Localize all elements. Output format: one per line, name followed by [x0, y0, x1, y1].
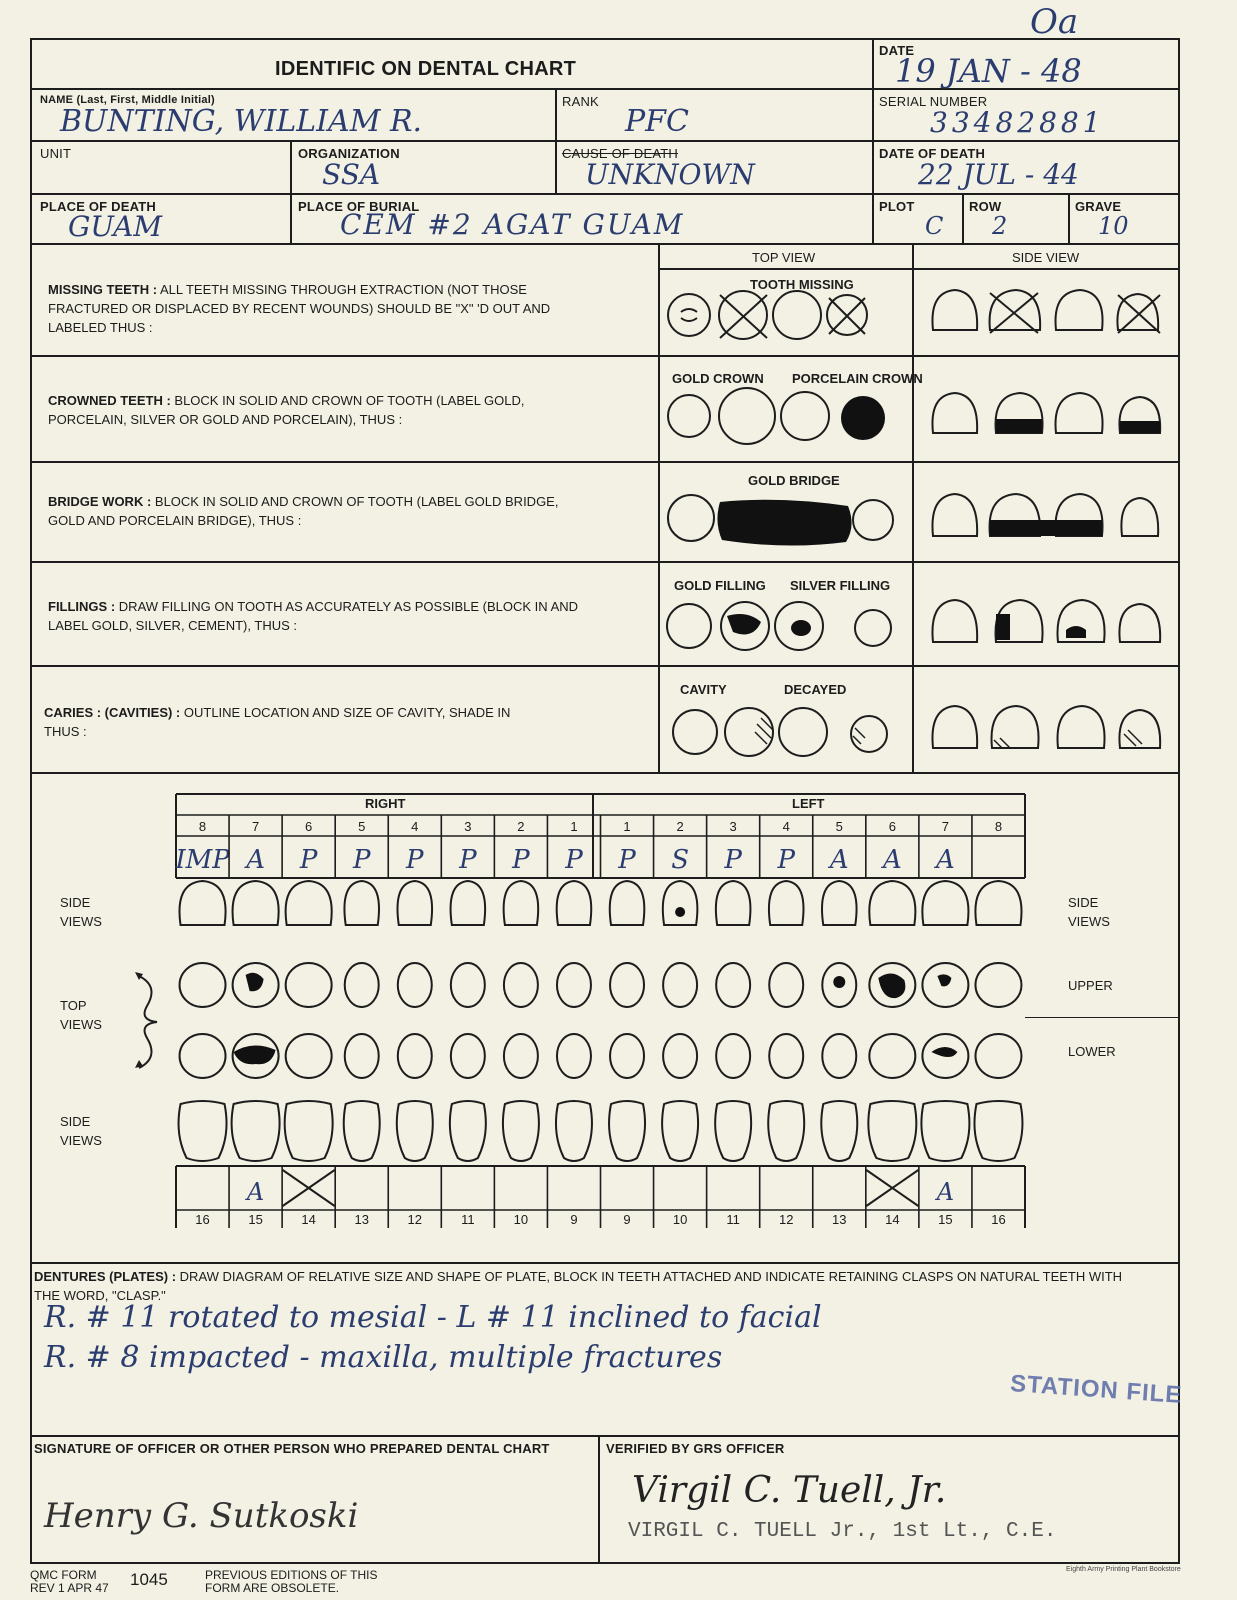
lower-top-tooth — [610, 1034, 644, 1078]
instruction-fillings-text: DRAW FILLING ON TOOTH AS ACCURATELY AS POSSIBLE (BLOCK IN AND LABEL GOLD, SILVER, CEMENT), THUS : — [48, 599, 579, 633]
lower-label: LOWER — [1068, 1044, 1116, 1059]
dentures-note-line-2: R. # 8 impacted - maxilla, multiple fractures — [44, 1340, 723, 1375]
upper-tooth-code: P — [299, 845, 318, 875]
plot-label: PLOT — [879, 199, 915, 214]
upper-top-filling — [246, 973, 264, 992]
form-title: IDENTIFIC ON DENTAL CHART — [275, 58, 577, 80]
upper-side-tooth — [869, 881, 915, 925]
form-obsolete-note-2: FORM ARE OBSOLETE. — [205, 1581, 340, 1595]
lower-side-tooth — [556, 1101, 592, 1161]
station-file-stamp: STATION FILE — [1009, 1370, 1184, 1409]
lower-top-tooth — [398, 1034, 432, 1078]
upper-tooth-code: P — [512, 845, 530, 875]
upper-side-tooth — [344, 881, 379, 925]
lower-tooth-number: 14 — [301, 1212, 316, 1227]
lower-side-tooth — [344, 1101, 380, 1161]
caption-tooth-missing: TOOTH MISSING — [750, 277, 854, 292]
lower-side-tooth — [662, 1101, 698, 1161]
cause-label: CAUSE OF DEATH — [562, 146, 678, 161]
upper-tooth-code: IMP — [175, 845, 230, 875]
lower-side-tooth — [450, 1101, 486, 1161]
date-of-death-label: DATE OF DEATH — [879, 146, 986, 161]
upper-tooth-code: A — [936, 845, 955, 875]
upper-tooth-number: 3 — [464, 819, 472, 834]
lower-side-tooth — [768, 1101, 804, 1161]
caption-silver-filling: SILVER FILLING — [790, 578, 891, 593]
lower-top-tooth — [180, 1034, 226, 1078]
caption-gold-bridge: GOLD BRIDGE — [748, 473, 840, 488]
place-of-burial-value: CEM #2 AGAT GUAM — [340, 208, 685, 241]
upper-tooth-number: 3 — [729, 819, 737, 834]
place-of-death-value: GUAM — [68, 210, 162, 243]
date-label: DATE — [879, 43, 915, 58]
upper-tooth-code: A — [246, 845, 265, 875]
instruction-fillings-title: FILLINGS : — [48, 599, 116, 614]
date-value: 19 JAN - 48 — [895, 52, 1082, 90]
form-obsolete-note-1: PREVIOUS EDITIONS OF THIS — [205, 1568, 378, 1582]
upper-top-filling — [878, 973, 905, 998]
printer-credit: Eighth Army Printing Plant Bookstore — [1066, 1566, 1181, 1573]
instruction-missing-title: MISSING TEETH : — [48, 282, 158, 297]
lower-side-tooth — [397, 1101, 433, 1161]
upper-top-tooth — [286, 963, 332, 1007]
instruction-caries-text: OUTLINE LOCATION AND SIZE OF CAVITY, SHADE IN THUS : — [44, 705, 511, 739]
lower-top-tooth — [451, 1034, 485, 1078]
dentures-text: DRAW DIAGRAM OF RELATIVE SIZE AND SHAPE OF PLATE, BLOCK IN TEETH ATTACHED AND INDICATE RETAINING CLASPS ON NATURAL TEETH WITH THE WORD, "CLASP." — [34, 1269, 1123, 1303]
upper-tooth-number: 7 — [251, 819, 260, 834]
upper-tooth-number: 6 — [305, 819, 313, 834]
lower-side-tooth — [285, 1101, 333, 1161]
place-of-burial-label: PLACE OF BURIAL — [298, 199, 420, 214]
upper-tooth-code: P — [777, 845, 795, 875]
lower-top-tooth — [663, 1034, 697, 1078]
rank-label: RANK — [562, 94, 599, 109]
upper-side-tooth — [504, 881, 539, 925]
grave-label: GRAVE — [1075, 199, 1122, 214]
upper-tooth-number: 1 — [623, 819, 631, 834]
upper-top-tooth — [504, 963, 538, 1007]
side-view-label: SIDE VIEW — [1012, 250, 1080, 265]
caption-cavity: CAVITY — [680, 682, 727, 697]
upper-tooth-code: P — [406, 845, 424, 875]
cause-value: UNKNOWN — [585, 158, 755, 191]
lower-tooth-number: 13 — [832, 1212, 847, 1227]
upper-top-tooth — [398, 963, 432, 1007]
verified-typed-name: VIRGIL C. TUELL Jr., 1st Lt., C.E. — [628, 1520, 1057, 1543]
upper-side-tooth — [397, 881, 432, 925]
upper-side-tooth — [716, 881, 751, 925]
upper-tooth-number: 4 — [782, 819, 790, 834]
upper-tooth-number: 8 — [994, 819, 1003, 834]
instruction-caries-title: CARIES : (CAVITIES) : — [44, 705, 181, 720]
lower-top-tooth — [504, 1034, 538, 1078]
upper-top-tooth — [610, 963, 644, 1007]
lower-top-tooth — [869, 1034, 915, 1078]
upper-tooth-number: 7 — [941, 819, 950, 834]
lower-side-tooth — [821, 1101, 857, 1161]
lower-tooth-number: 10 — [513, 1212, 529, 1227]
lower-top-tooth — [286, 1034, 332, 1078]
lower-top-tooth — [822, 1034, 856, 1078]
grave-value: 10 — [1098, 212, 1129, 240]
lower-top-filling — [234, 1045, 276, 1064]
upper-tooth-number: 2 — [676, 819, 684, 834]
lower-side-tooth — [921, 1101, 969, 1161]
upper-tooth-code: A — [882, 845, 902, 875]
caption-gold-crown: GOLD CROWN — [672, 371, 764, 386]
date-of-death-value: 22 JUL - 44 — [918, 158, 1079, 191]
upper-tooth-code: P — [352, 845, 371, 875]
upper-side-filling — [675, 907, 685, 917]
upper-top-tooth — [345, 963, 379, 1007]
lower-tooth-number: 9 — [623, 1212, 631, 1227]
upper-tooth-number: 4 — [411, 819, 419, 834]
upper-tooth-code: P — [459, 845, 477, 875]
lower-side-tooth — [232, 1101, 280, 1161]
upper-side-tooth — [451, 881, 486, 925]
name-label: NAME (Last, First, Middle Initial) — [40, 94, 215, 106]
name-value: BUNTING, WILLIAM R. — [60, 104, 423, 139]
lower-side-tooth — [974, 1101, 1022, 1161]
upper-top-tooth — [975, 963, 1021, 1007]
upper-side-tooth — [557, 881, 592, 925]
plot-value: C — [925, 212, 944, 240]
lower-top-tooth — [769, 1034, 803, 1078]
lower-tooth-number: 9 — [570, 1212, 578, 1227]
lower-tooth-number: 14 — [885, 1212, 900, 1227]
upper-tooth-code: S — [671, 845, 689, 875]
upper-top-tooth — [557, 963, 591, 1007]
instruction-missing-text: ALL TEETH MISSING THROUGH EXTRACTION (NOT THOSE FRACTURED OR DISPLACED BY RECENT WOUNDS) SHOULD BE "X" 'D OUT AND LABELED THUS : — [48, 282, 551, 335]
form-number-label: QMC FORM — [30, 1568, 97, 1582]
prepared-signature-label: SIGNATURE OF OFFICER OR OTHER PERSON WHO PREPARED DENTAL CHART — [34, 1441, 550, 1456]
lower-top-tooth — [975, 1034, 1021, 1078]
upper-tooth-code: P — [565, 845, 583, 875]
lower-tooth-number: 15 — [938, 1212, 953, 1227]
side-views-right-label: SIDE VIEWS — [1068, 895, 1110, 929]
upper-tooth-number: 1 — [570, 819, 578, 834]
lower-tooth-number: 16 — [195, 1212, 210, 1227]
lower-side-tooth — [715, 1101, 751, 1161]
lower-side-tooth — [868, 1101, 916, 1161]
chart-left-label: LEFT — [792, 796, 825, 811]
caption-gold-filling: GOLD FILLING — [674, 578, 766, 593]
upper-side-tooth — [179, 881, 225, 925]
lower-side-tooth — [179, 1101, 227, 1161]
lower-top-tooth — [716, 1034, 750, 1078]
lower-tooth-number: 12 — [778, 1212, 794, 1227]
lower-tooth-number: 11 — [726, 1212, 740, 1227]
upper-side-tooth — [922, 881, 968, 925]
upper-tooth-number: 6 — [888, 819, 896, 834]
lower-top-tooth — [557, 1034, 591, 1078]
upper-tooth-number: 5 — [358, 819, 366, 834]
upper-tooth-code: A — [829, 845, 849, 875]
place-of-death-label: PLACE OF DEATH — [40, 199, 156, 214]
upper-side-tooth — [286, 881, 332, 925]
upper-top-tooth — [180, 963, 226, 1007]
upper-side-tooth — [663, 881, 698, 925]
lower-tooth-code: A — [246, 1178, 265, 1206]
form-revision: REV 1 APR 47 — [30, 1581, 109, 1595]
lower-side-tooth — [609, 1101, 645, 1161]
organization-label: ORGANIZATION — [298, 146, 400, 161]
side-views-upper-label: SIDE VIEWS — [60, 895, 102, 929]
lower-top-filling — [931, 1047, 957, 1057]
upper-side-tooth — [233, 881, 279, 925]
instruction-bridge-title: BRIDGE WORK : — [48, 494, 152, 509]
upper-top-tooth — [769, 963, 803, 1007]
upper-top-tooth — [451, 963, 485, 1007]
lower-tooth-number: 11 — [461, 1212, 475, 1227]
upper-side-tooth — [822, 881, 857, 925]
side-views-lower-label: SIDE VIEWS — [60, 1114, 102, 1148]
top-views-label: TOP VIEWS — [60, 998, 102, 1032]
instruction-crowned-text: BLOCK IN SOLID AND CROWN OF TOOTH (LABEL GOLD, PORCELAIN, SILVER OR GOLD AND PORCELAIN), THUS : — [48, 393, 525, 427]
lower-tooth-number: 16 — [991, 1212, 1006, 1227]
initials-mark: Oa — [1030, 2, 1079, 42]
row-label: ROW — [969, 199, 1002, 214]
upper-side-tooth — [975, 881, 1021, 925]
lower-tooth-number: 10 — [672, 1212, 688, 1227]
lower-tooth-number: 12 — [407, 1212, 423, 1227]
upper-top-filling — [937, 974, 951, 986]
organization-value: SSA — [322, 158, 381, 191]
lower-tooth-number: 15 — [248, 1212, 263, 1227]
serial-label: SERIAL NUMBER — [879, 94, 988, 109]
prepared-signature: Henry G. Sutkoski — [44, 1496, 359, 1536]
verified-signature-label: VERIFIED BY GRS OFFICER — [606, 1441, 785, 1456]
lower-top-tooth — [345, 1034, 379, 1078]
rank-value: PFC — [625, 104, 689, 139]
dentures-note-line-1: R. # 11 rotated to mesial - L # 11 inclined to facial — [44, 1300, 822, 1335]
top-view-label: TOP VIEW — [752, 250, 816, 265]
upper-label: UPPER — [1068, 978, 1113, 993]
form-number: 1045 — [130, 1570, 168, 1589]
dentures-title: DENTURES (PLATES) : — [34, 1269, 177, 1284]
row-value: 2 — [992, 212, 1008, 240]
upper-top-tooth — [663, 963, 697, 1007]
upper-top-filling — [833, 976, 845, 988]
serial-value: 33482881 — [930, 106, 1105, 139]
upper-tooth-number: 2 — [517, 819, 525, 834]
upper-tooth-number: 5 — [835, 819, 843, 834]
caption-decayed: DECAYED — [784, 682, 847, 697]
verified-signature: Virgil C. Tuell, Jr. — [632, 1470, 947, 1511]
instruction-crowned-title: CROWNED TEETH : — [48, 393, 171, 408]
upper-tooth-code: P — [724, 845, 742, 875]
upper-side-tooth — [769, 881, 804, 925]
lower-tooth-number: 13 — [354, 1212, 369, 1227]
unit-label: UNIT — [40, 146, 72, 161]
lower-tooth-code: A — [936, 1178, 955, 1206]
instruction-bridge-text: BLOCK IN SOLID AND CROWN OF TOOTH (LABEL GOLD BRIDGE, GOLD AND PORCELAIN BRIDGE), THUS : — [48, 494, 559, 528]
lower-side-tooth — [503, 1101, 539, 1161]
chart-right-label: RIGHT — [365, 796, 406, 811]
caption-porcelain-crown: PORCELAIN CROWN — [792, 371, 923, 386]
upper-side-tooth — [610, 881, 645, 925]
upper-top-tooth — [716, 963, 750, 1007]
upper-tooth-code: P — [618, 845, 636, 875]
upper-tooth-number: 8 — [198, 819, 207, 834]
